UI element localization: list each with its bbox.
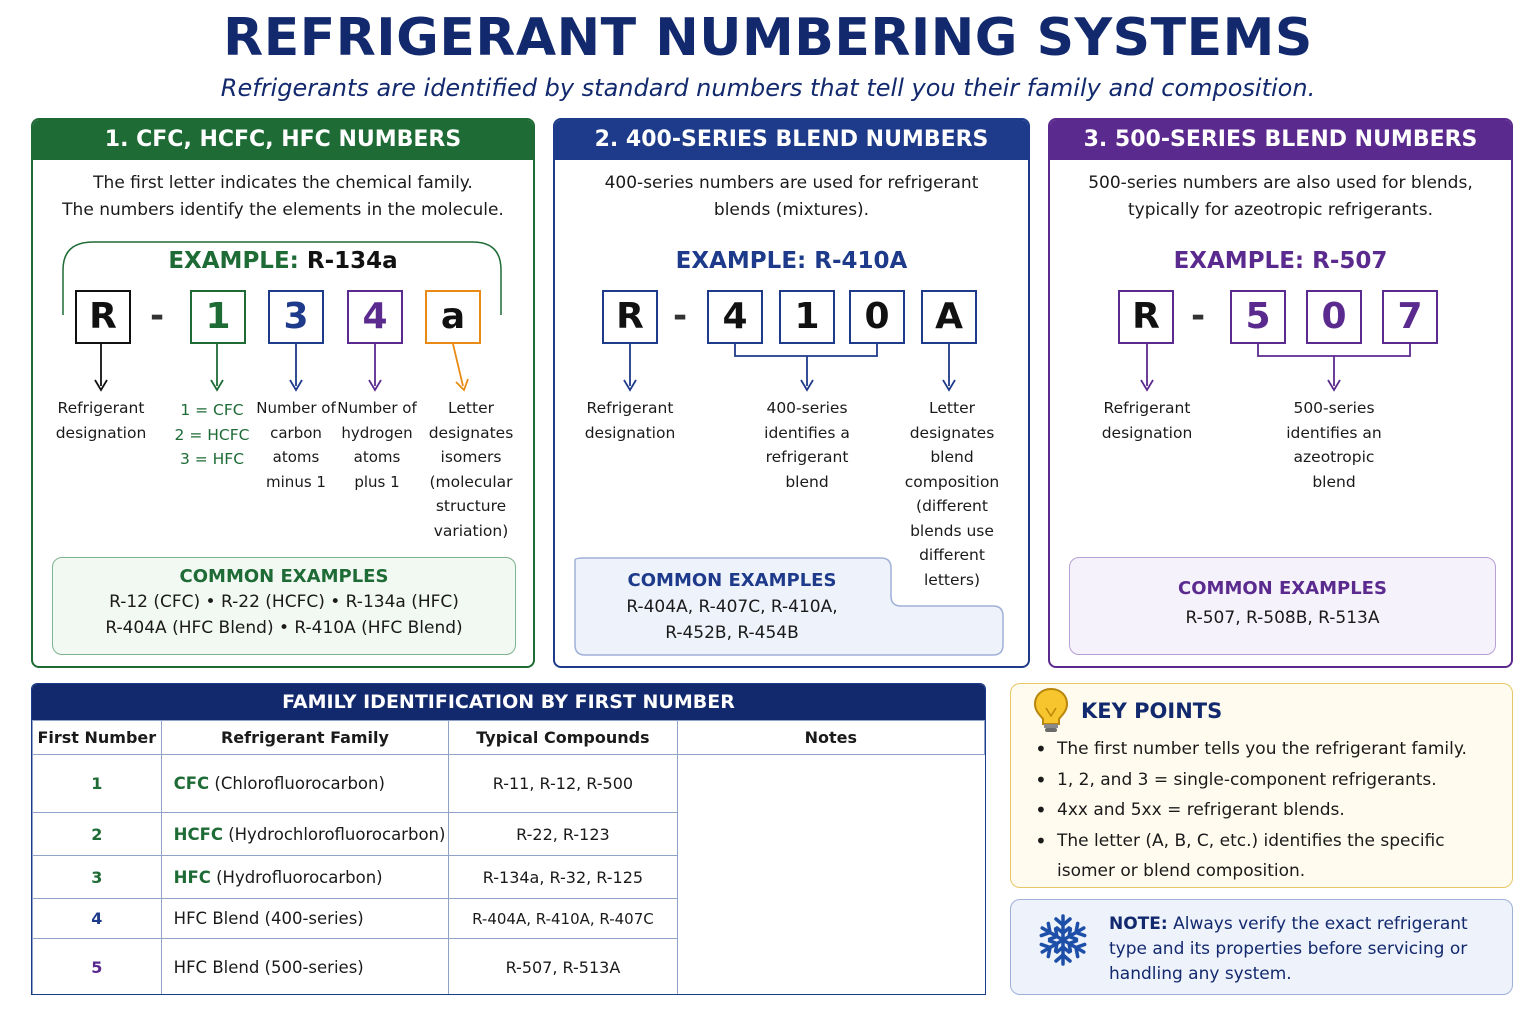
table-heading: FAMILY IDENTIFICATION BY FIRST NUMBER bbox=[32, 684, 985, 720]
char-box-0: 0 bbox=[849, 290, 905, 344]
column-header: Typical Compounds bbox=[449, 721, 677, 755]
table-row bbox=[33, 813, 985, 856]
page-subtitle: Refrigerants are identified by standard numbers that tell you their family and composition. bbox=[220, 74, 1316, 102]
example-label: EXAMPLE: R-507 bbox=[1173, 248, 1388, 274]
lightbulb-icon bbox=[1031, 686, 1071, 736]
char-box-1: 1 bbox=[190, 290, 246, 344]
column-header: Refrigerant Family bbox=[161, 721, 449, 755]
key-points-box bbox=[1010, 683, 1513, 888]
list-item: • 4xx and 5xx = refrigerant blends. bbox=[1035, 795, 1495, 826]
label-500-series: 500-series identifies an azeotropic blend bbox=[1286, 399, 1382, 491]
char-box-r: R bbox=[75, 290, 131, 344]
dash: - bbox=[673, 296, 688, 336]
char-box-a: a bbox=[425, 290, 481, 344]
panel-heading: 1. CFC, HCFC, HFC NUMBERS bbox=[33, 120, 533, 160]
label-refrigerant-designation: Refrigerant designation bbox=[55, 399, 147, 442]
first-number: 1 bbox=[33, 755, 162, 813]
table-row bbox=[33, 939, 985, 996]
panel-400-series bbox=[553, 118, 1030, 668]
label-carbon-atoms: Number of carbon atoms minus 1 bbox=[256, 399, 336, 491]
char-box-3: 3 bbox=[268, 290, 324, 344]
label-hydrogen-atoms: Number of hydrogen atoms plus 1 bbox=[337, 399, 417, 491]
dash: - bbox=[1191, 296, 1206, 336]
example-label: EXAMPLE: R-134a bbox=[168, 248, 398, 274]
refrigerant-family: HFC Blend (400-series) bbox=[161, 899, 449, 939]
list-item: • The first number tells you the refrigerant family. bbox=[1035, 734, 1495, 765]
char-box-a: A bbox=[921, 290, 977, 344]
first-number: 5 bbox=[33, 939, 162, 996]
char-box-r: R bbox=[602, 290, 658, 344]
list-item: • 1, 2, and 3 = single-component refrigerants. bbox=[1035, 765, 1495, 796]
label-family-codes: 1 = CFC 2 = HCFC 3 = HFC bbox=[174, 401, 250, 468]
first-number: 2 bbox=[33, 813, 162, 856]
typical-compounds: R-134a, R-32, R-125 bbox=[449, 856, 677, 899]
label-400-series: 400-series identifies a refrigerant blend bbox=[764, 399, 850, 491]
table-row bbox=[33, 755, 985, 813]
key-points-list bbox=[1035, 734, 1495, 887]
panel-cfc-hcfc-hfc bbox=[31, 118, 535, 668]
common-examples-box: COMMON EXAMPLES R-12 (CFC) • R-22 (HCFC) • R-134a (HFC) R-404A (HFC Blend) • R-410A (HFC Blend) bbox=[52, 557, 516, 655]
common-examples-box: COMMON EXAMPLES R-404A, R-407C, R-410A, R-452B, R-454B bbox=[626, 570, 838, 643]
label-letter-blend: Letter designates blend composition (different blends use different letters) bbox=[904, 399, 1000, 589]
char-box-4: 4 bbox=[707, 290, 763, 344]
panel-description: 500-series numbers are also used for blends, typically for azeotropic refrigerants. bbox=[1088, 173, 1473, 220]
char-box-4: 4 bbox=[347, 290, 403, 344]
char-box-0: 0 bbox=[1306, 290, 1362, 344]
char-box-5: 5 bbox=[1230, 290, 1286, 344]
typical-compounds: R-404A, R-410A, R-407C bbox=[449, 899, 677, 939]
family-identification-table bbox=[31, 683, 986, 995]
typical-compounds: R-507, R-513A bbox=[449, 939, 677, 996]
label-letter-isomers: Letter designates isomers (molecular structure variation) bbox=[428, 399, 514, 540]
char-box-r: R bbox=[1118, 290, 1174, 344]
refrigerant-family: CFC (Chlorofluorocarbon) bbox=[161, 755, 449, 813]
panel-heading: 3. 500-SERIES BLEND NUMBERS bbox=[1050, 120, 1511, 160]
table-row bbox=[33, 899, 985, 939]
panel-description: The first letter indicates the chemical family. The numbers identify the elements in the molecule. bbox=[62, 173, 504, 220]
refrigerant-family: HFC (Hydrofluorocarbon) bbox=[161, 856, 449, 899]
panel-description: 400-series numbers are used for refrigerant blends (mixtures). bbox=[604, 173, 979, 220]
snowflake-icon bbox=[1035, 912, 1091, 968]
table-row bbox=[33, 856, 985, 899]
label-refrigerant-designation: Refrigerant designation bbox=[584, 399, 676, 442]
column-header: First Number bbox=[33, 721, 162, 755]
panel-heading: 2. 400-SERIES BLEND NUMBERS bbox=[555, 120, 1028, 160]
key-points-heading: KEY POINTS bbox=[1081, 699, 1223, 723]
dash: - bbox=[150, 296, 165, 336]
refrigerant-family: HFC Blend (500-series) bbox=[161, 939, 449, 996]
typical-compounds: R-22, R-123 bbox=[449, 813, 677, 856]
label-refrigerant-designation: Refrigerant designation bbox=[1101, 399, 1193, 442]
note-box bbox=[1010, 899, 1513, 995]
column-header: Notes bbox=[677, 721, 984, 755]
table-header-row bbox=[33, 721, 985, 755]
first-number: 3 bbox=[33, 856, 162, 899]
list-item: • The letter (A, B, C, etc.) identifies the specific isomer or blend composition. bbox=[1035, 826, 1495, 887]
common-examples-box: COMMON EXAMPLES R-507, R-508B, R-513A bbox=[1069, 557, 1496, 655]
char-box-7: 7 bbox=[1382, 290, 1438, 344]
note-text: NOTE: Always verify the exact refrigerant type and its properties before servicing or handling any system. bbox=[1109, 914, 1468, 984]
typical-compounds: R-11, R-12, R-500 bbox=[449, 755, 677, 813]
panel-500-series bbox=[1048, 118, 1513, 668]
page-title: REFRIGERANT NUMBERING SYSTEMS bbox=[223, 8, 1313, 68]
char-box-1: 1 bbox=[779, 290, 835, 344]
refrigerant-family: HCFC (Hydrochlorofluorocarbon) bbox=[161, 813, 449, 856]
example-label: EXAMPLE: R-410A bbox=[675, 248, 908, 274]
first-number: 4 bbox=[33, 899, 162, 939]
